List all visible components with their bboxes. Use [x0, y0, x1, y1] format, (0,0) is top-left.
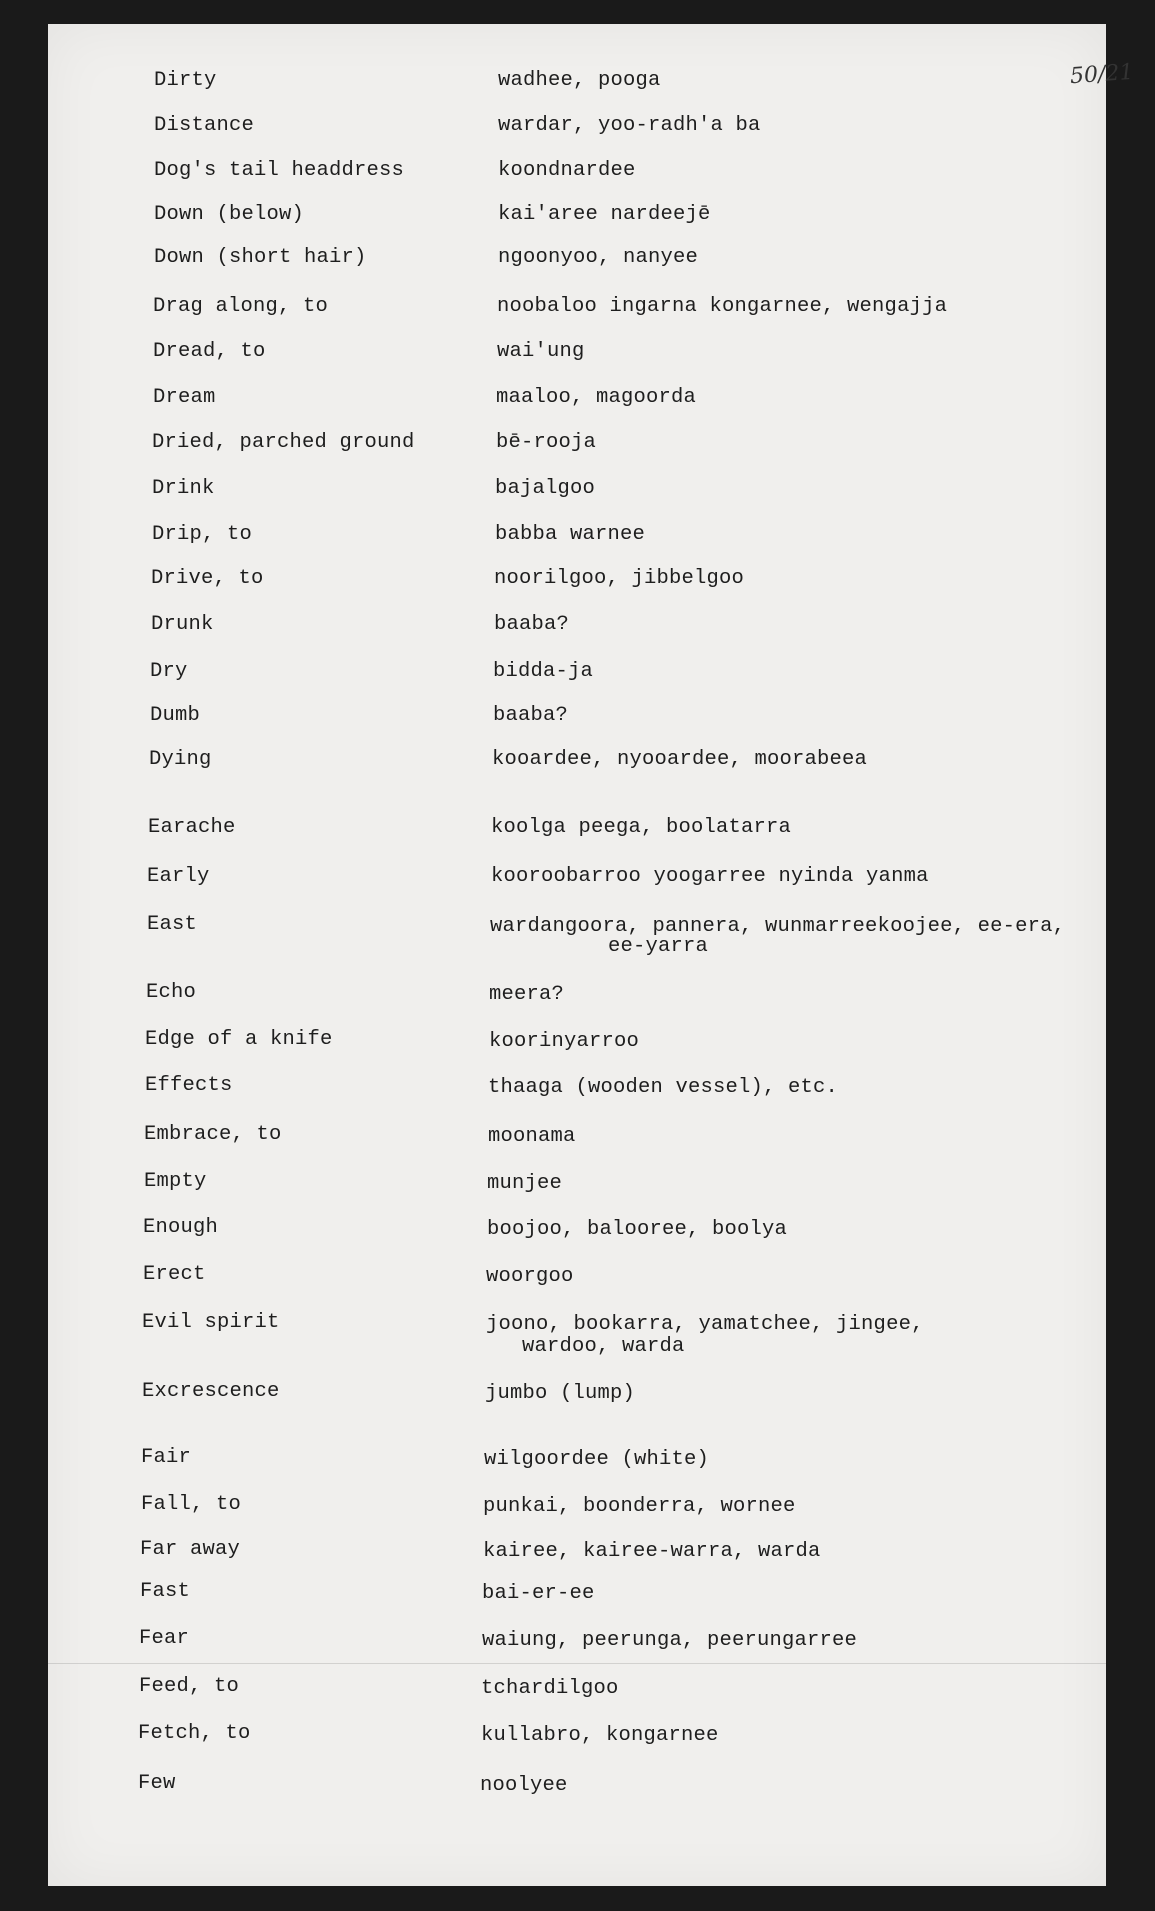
entry-definition: boojoo, balooree, boolya — [487, 1218, 788, 1241]
entry-term: East — [147, 913, 198, 936]
entry-term: Early — [147, 865, 210, 888]
entry-term: Feed, to — [139, 1675, 240, 1698]
entry-term: Down (below) — [154, 203, 305, 226]
entry-definition: wilgoordee (white) — [484, 1448, 710, 1471]
entry-definition: ngoonyoo, nanyee — [498, 246, 699, 269]
entry-definition: woorgoo — [486, 1265, 574, 1288]
entry-definition: kooroobarroo yoogarree nyinda yanma — [491, 865, 929, 888]
entry-term: Drag along, to — [153, 295, 329, 318]
entry-definition: kai'aree nardeejē — [498, 203, 711, 226]
entry-definition: kairee, kairee-warra, warda — [483, 1540, 821, 1563]
entry-definition: koorinyarroo — [489, 1030, 640, 1053]
entry-term: Dying — [149, 748, 212, 771]
entry-term: Empty — [144, 1170, 207, 1193]
entry-definition: bai-er-ee — [482, 1582, 595, 1605]
entry-definition: moonama — [488, 1125, 576, 1148]
entry-definition: meera? — [489, 983, 565, 1006]
entry-term: Dog's tail headdress — [154, 159, 405, 182]
entry-term: Far away — [140, 1538, 241, 1561]
entry-definition-continued: ee-yarra — [608, 935, 709, 958]
page-number: 50/21 — [1069, 59, 1135, 90]
entry-definition: bidda-ja — [493, 660, 594, 683]
entry-term: Enough — [143, 1216, 219, 1239]
entry-term: Dumb — [150, 704, 201, 727]
vocabulary-list — [48, 24, 1106, 1886]
entry-definition: baaba? — [493, 704, 569, 727]
entry-term: Drunk — [151, 613, 214, 636]
entry-definition: maaloo, magoorda — [496, 386, 697, 409]
entry-definition: babba warnee — [495, 523, 646, 546]
entry-term: Embrace, to — [144, 1123, 282, 1146]
entry-term: Earache — [148, 816, 236, 839]
entry-term: Fear — [139, 1627, 190, 1650]
entry-definition: wadhee, pooga — [498, 69, 661, 92]
entry-definition: koolga peega, boolatarra — [491, 816, 792, 839]
entry-definition-continued: wardoo, warda — [522, 1335, 685, 1358]
entry-definition: bajalgoo — [495, 477, 596, 500]
entry-term: Fast — [140, 1580, 191, 1603]
entry-term: Distance — [154, 114, 255, 137]
entry-term: Dried, parched ground — [152, 431, 415, 454]
entry-term: Edge of a knife — [145, 1028, 333, 1051]
entry-definition: punkai, boonderra, wornee — [483, 1495, 796, 1518]
entry-term: Drip, to — [152, 523, 253, 546]
entry-term: Dream — [153, 386, 216, 409]
entry-term: Fall, to — [141, 1493, 242, 1516]
entry-term: Fetch, to — [138, 1722, 251, 1745]
entry-definition: wai'ung — [497, 340, 585, 363]
entry-term: Effects — [145, 1074, 233, 1097]
entry-definition: joono, bookarra, yamatchee, jingee, — [486, 1313, 924, 1336]
document-page — [48, 24, 1135, 1886]
entry-definition: baaba? — [494, 613, 570, 636]
entry-definition: koondnardee — [498, 159, 636, 182]
scan-artifact-line — [48, 1663, 1106, 1664]
entry-term: Echo — [146, 981, 197, 1004]
entry-definition: noobaloo ingarna kongarnee, wengajja — [497, 295, 948, 318]
entry-definition: wardangoora, pannera, wunmarreekoojee, ee-era, — [490, 915, 1066, 938]
entry-definition: wardar, yoo-radh'a ba — [498, 114, 761, 137]
entry-definition: kooardee, nyooardee, moorabeea — [492, 748, 868, 771]
entry-definition: kullabro, kongarnee — [481, 1724, 719, 1747]
entry-term: Drink — [152, 477, 215, 500]
entry-definition: noolyee — [480, 1774, 568, 1797]
entry-term: Erect — [143, 1263, 206, 1286]
entry-definition: jumbo (lump) — [485, 1382, 636, 1405]
entry-definition: tchardilgoo — [481, 1677, 619, 1700]
entry-term: Dread, to — [153, 340, 266, 363]
entry-term: Dry — [150, 660, 188, 683]
entry-term: Excrescence — [142, 1380, 280, 1403]
entry-definition: noorilgoo, jibbelgoo — [494, 567, 745, 590]
entry-definition: bē-rooja — [496, 431, 597, 454]
entry-term: Drive, to — [151, 567, 264, 590]
entry-term: Few — [138, 1772, 176, 1795]
entry-term: Fair — [141, 1446, 192, 1469]
entry-term: Evil spirit — [142, 1311, 280, 1334]
entry-definition: munjee — [487, 1172, 563, 1195]
entry-definition: thaaga (wooden vessel), etc. — [488, 1076, 839, 1099]
entry-definition: waiung, peerunga, peerungarree — [482, 1629, 858, 1652]
entry-term: Dirty — [154, 69, 217, 92]
entry-term: Down (short hair) — [154, 246, 367, 269]
